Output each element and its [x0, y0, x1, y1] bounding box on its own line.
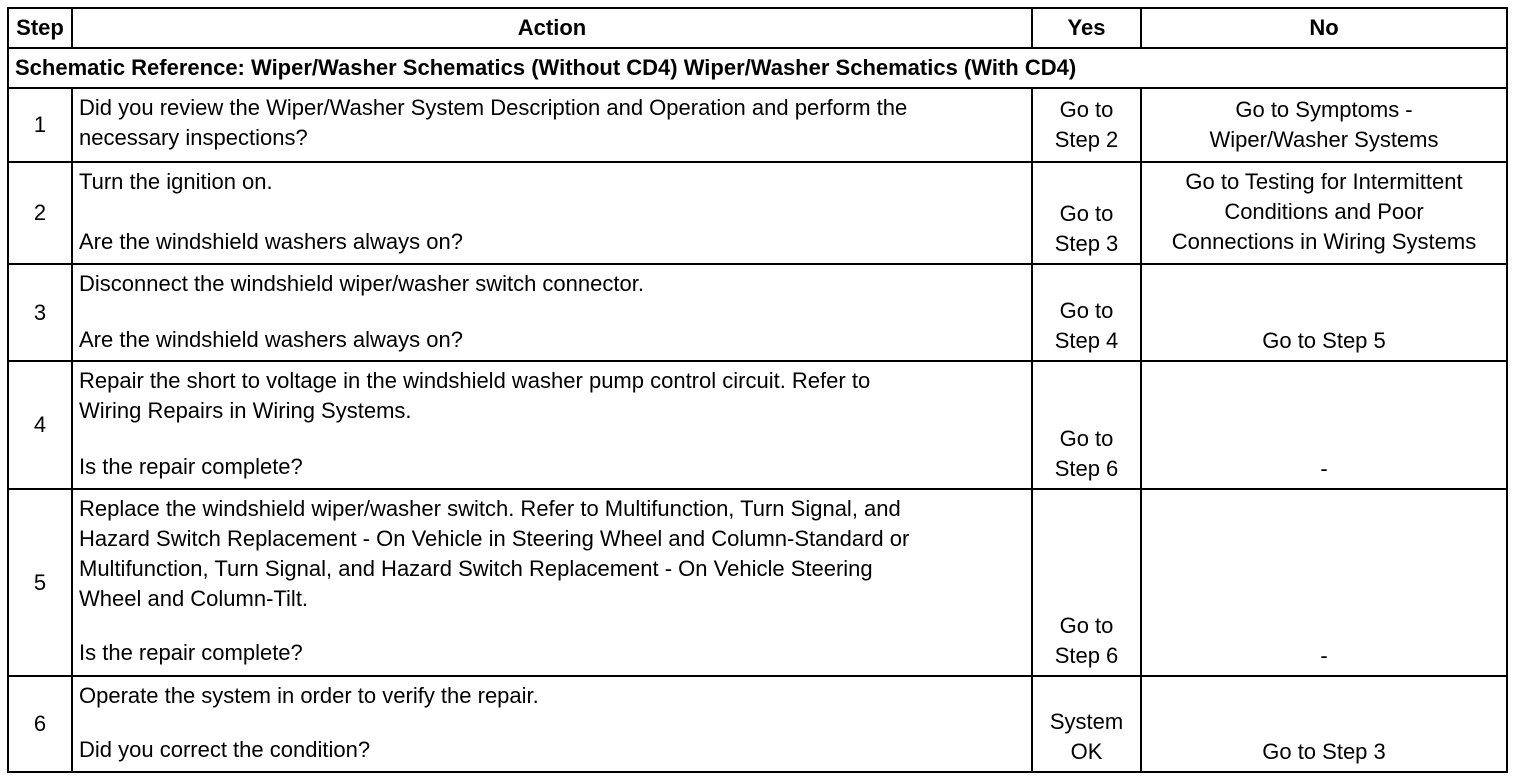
action-text: Replace the windshield wiper/washer switch. Refer to Multifunction, Turn Signal, and — [79, 496, 901, 521]
no-text: Go to Step 5 — [1262, 328, 1386, 353]
step-number: 2 — [8, 162, 72, 264]
table-row — [8, 264, 1507, 361]
no-cell — [1141, 264, 1507, 361]
yes-text: Step 6 — [1054, 643, 1119, 668]
action-question: Is the repair complete? — [79, 454, 303, 479]
action-cell — [72, 676, 1032, 772]
yes-text: OK — [1070, 739, 1103, 764]
no-text: Wiper/Washer Systems — [1209, 127, 1439, 152]
no-text: Go to Testing for Intermittent — [1185, 169, 1463, 194]
action-text: Multifunction, Turn Signal, and Hazard Switch Replacement - On Vehicle Steering — [79, 556, 873, 581]
action-question: Are the windshield washers always on? — [79, 327, 463, 352]
action-text: Repair the short to voltage in the windshield washer pump control circuit. Refer to — [79, 368, 871, 393]
header-yes: Yes — [1032, 8, 1141, 48]
schematic-reference-row — [8, 48, 1507, 88]
action-cell — [72, 361, 1032, 489]
no-text: - — [1320, 643, 1328, 668]
action-spacer — [79, 711, 1025, 735]
yes-cell — [1032, 162, 1141, 264]
yes-text: Go to — [1059, 426, 1114, 451]
schematic-reference: Schematic Reference: Wiper/Washer Schematics (Without CD4) Wiper/Washer Schematics (With CD4) — [8, 48, 1507, 88]
action-spacer — [79, 299, 1025, 325]
no-text: Conditions and Poor — [1224, 199, 1424, 224]
no-text: Go to Step 3 — [1262, 739, 1386, 764]
table-row — [8, 88, 1507, 162]
header-no: No — [1141, 8, 1507, 48]
yes-text: Step 6 — [1054, 456, 1119, 481]
no-cell — [1141, 676, 1507, 772]
yes-cell — [1032, 264, 1141, 361]
action-question: Are the windshield washers always on? — [79, 229, 463, 254]
yes-text: Go to — [1059, 298, 1114, 323]
action-spacer — [79, 197, 1025, 227]
header-row — [8, 8, 1507, 48]
step-number: 1 — [8, 88, 72, 162]
action-cell — [72, 489, 1032, 676]
yes-cell — [1032, 489, 1141, 676]
no-text: Go to Symptoms - — [1235, 97, 1413, 122]
diagnostic-table-container — [7, 7, 1508, 773]
no-cell — [1141, 162, 1507, 264]
action-cell — [72, 264, 1032, 361]
table-row — [8, 676, 1507, 772]
no-cell — [1141, 361, 1507, 489]
action-text: necessary inspections? — [79, 125, 308, 150]
action-text: Hazard Switch Replacement - On Vehicle in Steering Wheel and Column-Standard or — [79, 526, 910, 551]
no-text: Connections in Wiring Systems — [1171, 229, 1477, 254]
header-step: Step — [8, 8, 72, 48]
action-text: Operate the system in order to verify the repair. — [79, 683, 539, 708]
yes-text: Go to — [1059, 613, 1114, 638]
action-spacer — [79, 426, 1025, 452]
action-question: Is the repair complete? — [79, 640, 303, 665]
table-row — [8, 361, 1507, 489]
header-action: Action — [72, 8, 1032, 48]
yes-text: Step 3 — [1054, 231, 1119, 256]
yes-text: System — [1049, 709, 1124, 734]
step-number: 5 — [8, 489, 72, 676]
yes-cell — [1032, 361, 1141, 489]
action-cell — [72, 162, 1032, 264]
action-spacer — [79, 614, 1025, 638]
action-text: Did you review the Wiper/Washer System Description and Operation and perform the — [79, 95, 908, 120]
action-cell — [72, 88, 1032, 162]
yes-text: Step 4 — [1054, 328, 1119, 353]
yes-text: Go to — [1059, 201, 1114, 226]
step-number: 3 — [8, 264, 72, 361]
action-text: Wiring Repairs in Wiring Systems. — [79, 398, 412, 423]
diagnostic-table — [7, 7, 1508, 773]
yes-text: Go to — [1059, 97, 1114, 122]
yes-cell — [1032, 88, 1141, 162]
step-number: 4 — [8, 361, 72, 489]
no-cell — [1141, 88, 1507, 162]
yes-cell — [1032, 676, 1141, 772]
table-row — [8, 162, 1507, 264]
no-cell — [1141, 489, 1507, 676]
no-text: - — [1320, 456, 1328, 481]
action-question: Did you correct the condition? — [79, 737, 371, 762]
table-row — [8, 489, 1507, 676]
action-text: Disconnect the windshield wiper/washer switch connector. — [79, 271, 644, 296]
action-text: Turn the ignition on. — [79, 169, 273, 194]
step-number: 6 — [8, 676, 72, 772]
yes-text: Step 2 — [1054, 127, 1119, 152]
action-text: Wheel and Column-Tilt. — [79, 586, 309, 611]
